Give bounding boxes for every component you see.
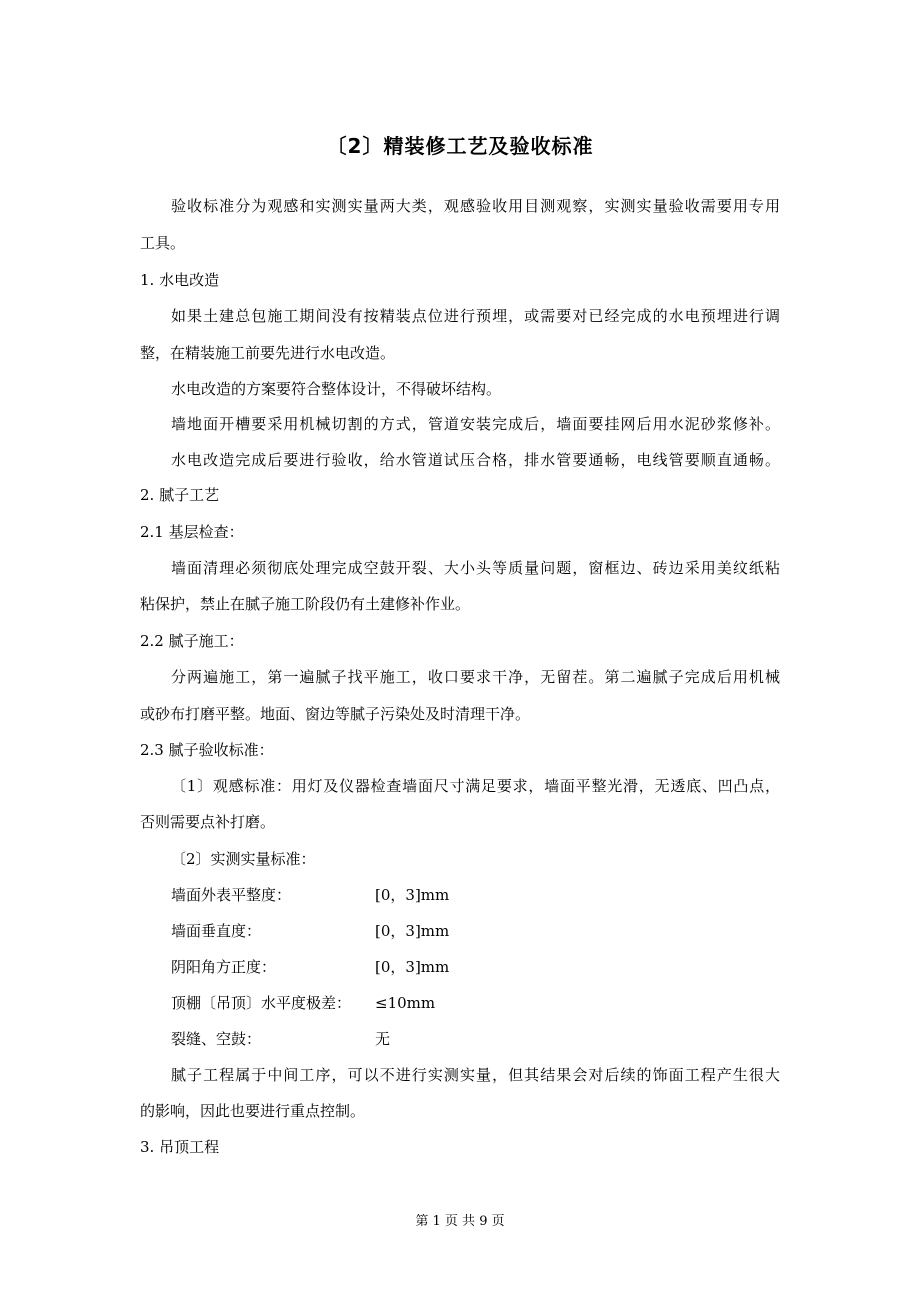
section-2-2-heading: 2.2 腻子施工：	[140, 632, 244, 650]
measured-standard-heading: 〔2〕实测实量标准：	[171, 850, 316, 868]
visual-standard-line-2: 否则需要点补打磨。	[140, 813, 276, 831]
section-2-heading: 2. 腻子工艺	[140, 486, 220, 504]
section-2-2-line-2: 或砂布打磨平整。地面、窗边等腻子污染处及时清理干净。	[140, 705, 531, 723]
measure-label-wall-verticality: 墙面垂直度：	[171, 922, 262, 940]
section-2-2-line-1: 分两遍施工，第一遍腻子找平施工，收口要求干净，无留茬。第二遍腻子完成后用机械	[171, 668, 780, 686]
measure-value-wall-flatness: [0，3]mm	[375, 886, 450, 904]
visual-standard-line-1: 〔1〕观感标准：用灯及仪器检查墙面尺寸满足要求，墙面平整光滑，无透底、凹凸点，	[171, 777, 780, 795]
section-1-paragraph-1-line-2: 整，在精装施工前要先进行水电改造。	[140, 344, 396, 362]
intro-line-2: 工具。	[140, 234, 186, 252]
intro-line-1: 验收标准分为观感和实测实量两大类，观感验收用目测观察，实测实量验收需要用专用	[171, 197, 780, 215]
page-title: 〔2〕精装修工艺及验收标准	[326, 134, 594, 158]
measure-value-ceiling-levelness: ≤10mm	[375, 994, 436, 1012]
measure-value-wall-verticality: [0，3]mm	[375, 922, 450, 940]
measure-value-cracks-hollows: 无	[375, 1030, 391, 1048]
section-1-paragraph-4: 水电改造完成后要进行验收，给水管道试压合格，排水管要通畅，电线管要顺直通畅。	[171, 451, 780, 469]
measure-label-ceiling-levelness: 顶棚〔吊顶〕水平度极差：	[171, 994, 352, 1012]
page-footer: 第 1 页 共 9 页	[415, 1214, 505, 1229]
section-2-1-heading: 2.1 基层检查：	[140, 523, 244, 541]
section-1-paragraph-1-line-1: 如果土建总包施工期间没有按精装点位进行预埋，或需要对已经完成的水电预埋进行调	[171, 307, 780, 325]
putty-note-line-1: 腻子工程属于中间工序，可以不进行实测实量，但其结果会对后续的饰面工程产生很大	[171, 1066, 780, 1084]
section-2-1-line-1: 墙面清理必须彻底处理完成空鼓开裂、大小头等质量问题，窗框边、砖边采用美纹纸粘	[171, 559, 780, 577]
measure-label-cracks-hollows: 裂缝、空鼓：	[171, 1030, 262, 1048]
section-1-paragraph-3: 墙地面开槽要采用机械切割的方式，管道安装完成后，墙面要挂网后用水泥砂浆修补。	[171, 415, 780, 433]
measure-label-wall-flatness: 墙面外表平整度：	[171, 886, 292, 904]
measure-label-corner-squareness: 阴阳角方正度：	[171, 958, 277, 976]
putty-note-line-2: 的影响，因此也要进行重点控制。	[140, 1102, 366, 1120]
section-1-heading: 1. 水电改造	[140, 271, 220, 289]
measure-value-corner-squareness: [0，3]mm	[375, 958, 450, 976]
section-2-3-heading: 2.3 腻子验收标准：	[140, 741, 274, 759]
section-1-paragraph-2: 水电改造的方案要符合整体设计，不得破坏结构。	[171, 380, 502, 398]
section-3-heading: 3. 吊顶工程	[140, 1138, 220, 1156]
section-2-1-line-2: 粘保护，禁止在腻子施工阶段仍有土建修补作业。	[140, 595, 471, 613]
